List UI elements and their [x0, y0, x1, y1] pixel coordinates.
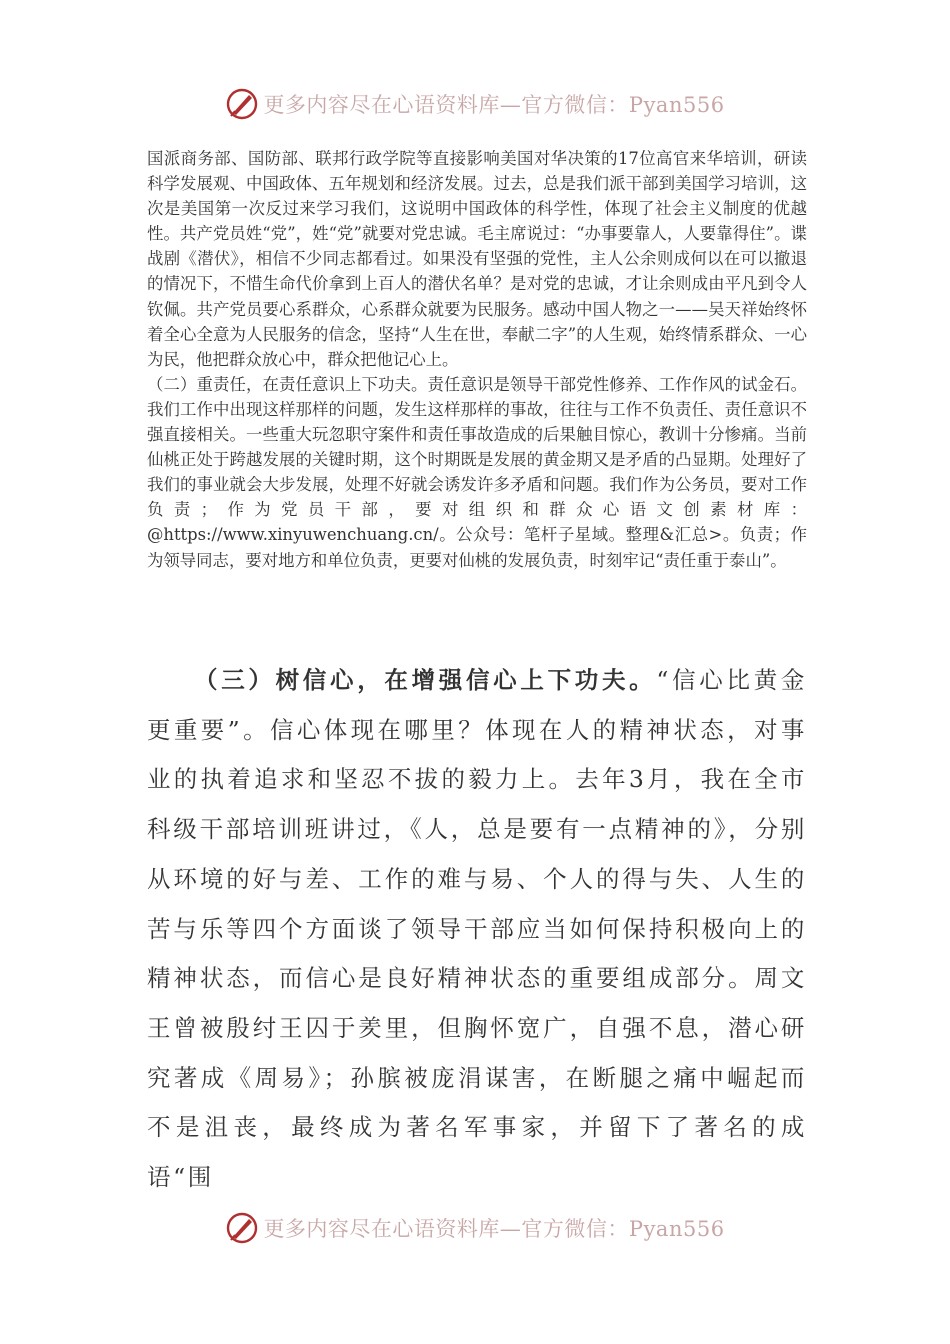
header-banner	[0, 84, 950, 124]
paragraph-confidence	[147, 656, 807, 1203]
quill-logo-icon	[225, 1211, 259, 1245]
document-body-large	[147, 656, 807, 1203]
footer-banner-text: 更多内容尽在心语资料库—官方微信：Pyan556	[263, 1217, 725, 1241]
header-banner-text: 更多内容尽在心语资料库—官方微信：Pyan556	[263, 93, 725, 117]
paragraph-party-loyalty: 国派商务部、国防部、联邦行政学院等直接影响美国对华决策的17位高官来华培训，研读科学发展观、中国政体、五年规划和经济发展。过去，总是我们派干部到美国学习培训，这次是美国第一次反过来学习我们，这说明中国政体的科学性，体现了社会主义制度的优越性。共产党员姓“党”，姓“党”就要对党忠诚。毛主席说过：“办事要靠人，人要靠得住”。谍战剧《潜伏》，相信不少同志都看过。如果没有坚强的党性，主人公余则成何以在可以撤退的情况下，不惜生命代价拿到上百人的潜伏名单？是对党的忠诚，才让余则成由平凡到令人钦佩。共产党员要心系群众，心系群众就要为民服务。感动中国人物之一——吴天祥始终怀着全心全意为人民服务的信念，坚持“人生在世，奉献二字”的人生观，始终情系群众、一心为民，他把群众放心中，群众把他记心上。	[147, 149, 807, 369]
document-body-small	[147, 146, 807, 573]
footer-banner	[0, 1208, 950, 1248]
paragraph-responsibility: （二）重责任，在责任意识上下功夫。责任意识是领导干部党性修养、工作作风的试金石。我们工作中出现这样那样的问题，发生这样那样的事故，往往与工作不负责任、责任意识不强直接相关。一些重大玩忽职守案件和责任事故造成的后果触目惊心，教训十分惨痛。当前仙桃正处于跨越发展的关键时期，这个时期既是发展的黄金期又是矛盾的凸显期。处理好了我们的事业就会大步发展，处理不好就会诱发许多矛盾和问题。我们作为公务员，要对工作负责；作为党员干部，要对组织和群众心语文创素材库：@https://www.xinyuwenchuang.cn/。公众号：笔杆子星域。整理&汇总>。负责；作为领导同志，要对地方和单位负责，更要对仙桃的发展负责，时刻牢记“责任重于泰山”。	[147, 374, 807, 570]
section-text: “信心比黄金更重要”。信心体现在哪里？体现在人的精神状态，对事业的执着追求和坚忍不拔的毅力上。去年3月，我在全市科级干部培训班讲过，《人，总是要有一点精神的》，分别从环境的好与差、工作的难与易、个人的得与失、人生的苦与乐等四个方面谈了领导干部应当如何保持积极向上的精神状态，而信心是良好精神状态的重要组成部分。周文王曾被殷纣王囚于羑里，但胸怀宽广，自强不息，潜心研究著成《周易》；孙膑被庞涓谋害，在断腿之痛中崛起而不是沮丧，最终成为著名军事家，并留下了著名的成语“围	[147, 666, 807, 1192]
quill-logo-icon	[225, 87, 259, 121]
section-heading: （三）树信心，在增强信心上下功夫。	[194, 666, 657, 694]
